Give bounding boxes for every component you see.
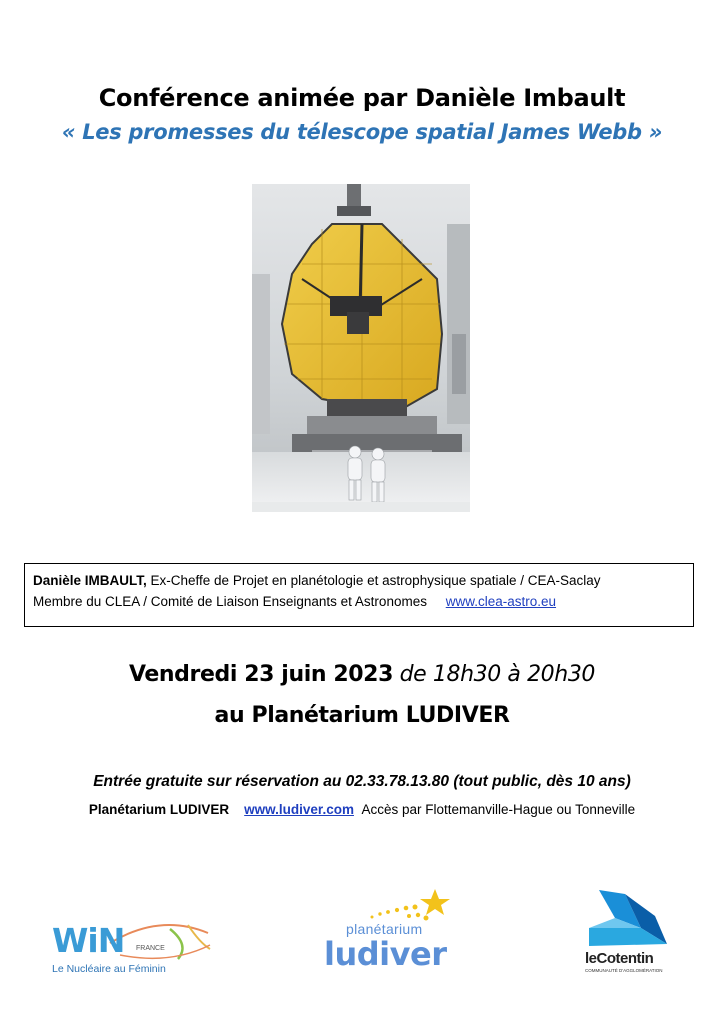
venue-name: Planétarium LUDIVER xyxy=(88,802,230,817)
ludiver-logo xyxy=(320,885,465,980)
ludiver-link[interactable]: www.ludiver.com xyxy=(244,802,354,817)
telescope-photo xyxy=(252,184,470,512)
ludiver-logo-main: ludiver xyxy=(324,935,447,973)
lecotentin-logo-main: leCotentin xyxy=(585,950,654,967)
win-logo-tagline: Le Nucléaire au Féminin xyxy=(52,963,166,975)
conference-title: Conférence animée par Danièle Imbault xyxy=(98,84,626,112)
lecotentin-logo-sub: COMMUNAUTÉ D'AGGLOMÉRATION xyxy=(585,968,663,973)
ludiver-logo-top: planétarium xyxy=(346,921,423,937)
entry-info: Entrée gratuite sur réservation au 02.33.78.13.80 (tout public, dès 10 ans) xyxy=(93,773,631,790)
speaker-line xyxy=(33,570,685,591)
access-info-line xyxy=(0,802,724,817)
win-logo-small: FRANCE xyxy=(136,945,165,952)
win-logo xyxy=(50,915,215,980)
speaker-membership: Membre du CLEA / Comité de Liaison Enseignants et Astronomes xyxy=(33,594,427,609)
access-text: Accès par Flottemanville-Hague ou Tonneville xyxy=(361,802,636,817)
speaker-name: Danièle IMBAULT, xyxy=(33,573,147,588)
event-time: de 18h30 à 20h30 xyxy=(393,662,596,687)
event-date: Vendredi 23 juin 2023 xyxy=(128,662,393,687)
lecotentin-logo xyxy=(585,888,675,980)
event-venue: au Planétarium LUDIVER xyxy=(214,703,510,728)
speaker-role: Ex-Cheffe de Projet en planétologie et astrophysique spatiale / CEA-Saclay xyxy=(146,573,601,588)
speaker-membership-line xyxy=(33,591,685,612)
clea-link[interactable]: www.clea-astro.eu xyxy=(445,594,557,609)
event-date-line xyxy=(0,662,724,687)
win-logo-main: WiN xyxy=(52,921,125,960)
conference-subtitle: « Les promesses du télescope spatial James Webb » xyxy=(61,120,663,144)
speaker-info-box xyxy=(24,563,694,627)
